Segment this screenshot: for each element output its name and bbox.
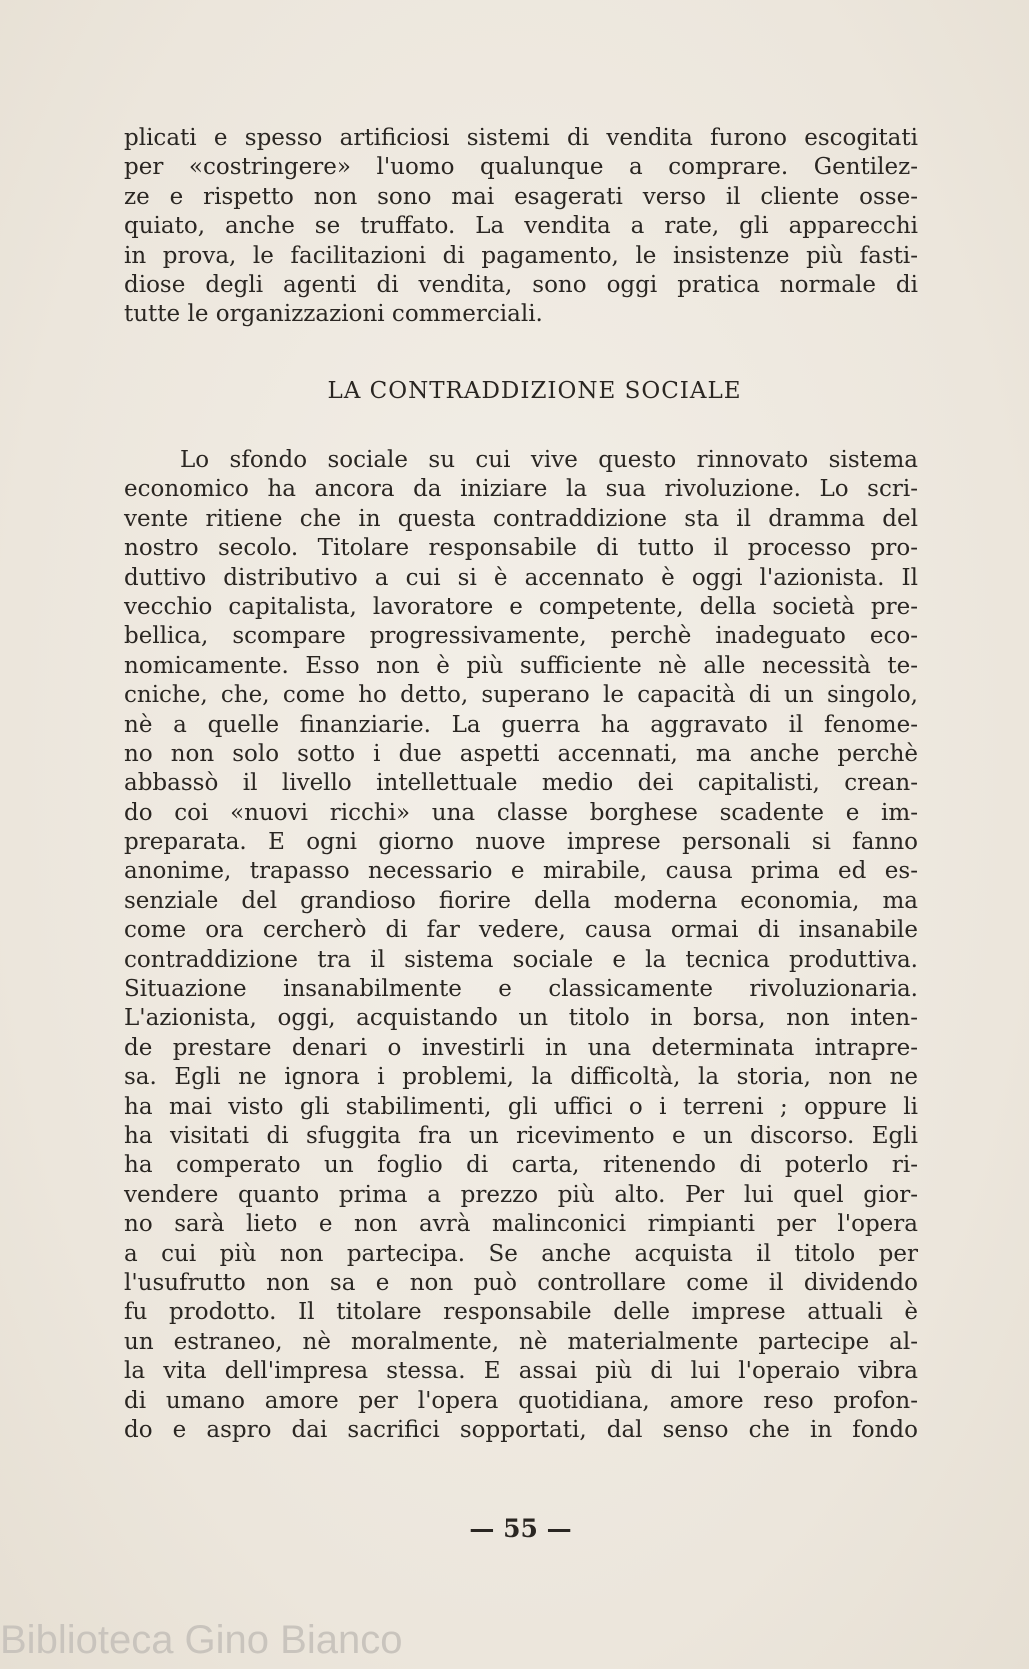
section-heading: LA CONTRADDIZIONE SOCIALE xyxy=(327,378,742,404)
text-line: no non solo sotto i due aspetti accennati, ma anche perchè xyxy=(124,740,918,767)
text-line: economico ha ancora da iniziare la sua rivoluzione. Lo scri- xyxy=(124,476,918,503)
text-line: l'usufrutto non sa e non può controllare come il dividendo xyxy=(124,1269,918,1296)
text-line: come ora cercherò di far vedere, causa ormai di insanabile xyxy=(124,917,918,944)
text-line: no sarà lieto e non avrà malinconici rimpianti per l'opera xyxy=(124,1211,918,1238)
text-line: quiato, anche se truffato. La vendita a rate, gli apparecchi xyxy=(124,213,918,240)
text-line: plicati e spesso artificiosi sistemi di vendita furono escogitati xyxy=(124,125,918,151)
page-number: — 55 — xyxy=(469,1514,572,1543)
text-line: do coi «nuovi ricchi» una classe borghese scadente e im- xyxy=(124,799,918,826)
text-line: senziale del grandioso fiorire della moderna economia, ma xyxy=(124,887,918,914)
text-line: vendere quanto prima a prezzo più alto. Per lui quel gior- xyxy=(124,1181,918,1208)
text-line: per «costringere» l'uomo qualunque a comprare. Gentilez- xyxy=(124,154,918,181)
text-line: in prova, le facilitazioni di pagamento, le insistenze più fasti- xyxy=(124,242,918,269)
body-paragraph xyxy=(124,446,918,1445)
text-line: de prestare denari o investirli in una determinata intrapre- xyxy=(124,1034,918,1061)
text-line: ha visitati di sfuggita fra un ricevimento e un discorso. Egli xyxy=(124,1122,918,1149)
text-line: ha comperato un foglio di carta, ritenendo di poterlo ri- xyxy=(124,1152,918,1179)
text-line: contraddizione tra il sistema sociale e la tecnica produttiva. xyxy=(124,946,918,973)
text-line: L'azionista, oggi, acquistando un titolo in borsa, non inten- xyxy=(124,1005,918,1032)
text-line: Situazione insanabilmente e classicamente rivoluzionaria. xyxy=(124,976,918,1003)
text-line: un estraneo, nè moralmente, nè materialmente partecipe al- xyxy=(124,1328,918,1355)
library-watermark: Biblioteca Gino Bianco xyxy=(0,1618,403,1662)
text-line: Lo sfondo sociale su cui vive questo rinnovato sistema xyxy=(180,447,918,473)
text-line: ha mai visto gli stabilimenti, gli uffici o i terreni ; oppure li xyxy=(124,1093,918,1120)
text-line: abbassò il livello intellettuale medio dei capitalisti, crean- xyxy=(124,770,918,797)
text-line: a cui più non partecipa. Se anche acquista il titolo per xyxy=(124,1240,918,1267)
text-line: sa. Egli ne ignora i problemi, la difficoltà, la storia, non ne xyxy=(124,1064,918,1091)
text-line: ze e rispetto non sono mai esagerati verso il cliente osse- xyxy=(124,183,918,210)
text-line: nostro secolo. Titolare responsabile di tutto il processo pro- xyxy=(124,535,918,562)
text-line: duttivo distributivo a cui si è accennato è oggi l'azionista. Il xyxy=(124,564,918,591)
text-line: anonime, trapasso necessario e mirabile, causa prima ed es- xyxy=(124,858,918,885)
text-line: preparata. E ogni giorno nuove imprese personali si fanno xyxy=(124,829,918,856)
text-line: cniche, che, come ho detto, superano le capacità di un singolo, xyxy=(124,682,918,709)
text-line: diose degli agenti di vendita, sono oggi pratica normale di xyxy=(124,271,918,298)
text-line: vecchio capitalista, lavoratore e competente, della società pre- xyxy=(124,593,918,620)
text-line: fu prodotto. Il titolare responsabile delle imprese attuali è xyxy=(124,1299,918,1326)
text-line: nomicamente. Esso non è più sufficiente nè alle necessità te- xyxy=(124,652,918,679)
text-line: di umano amore per l'opera quotidiana, amore reso profon- xyxy=(124,1387,918,1414)
text-line: nè a quelle finanziarie. La guerra ha aggravato il fenome- xyxy=(124,711,918,738)
text-line: do e aspro dai sacrifici sopportati, dal senso che in fondo xyxy=(124,1416,918,1443)
top-paragraph xyxy=(124,124,918,330)
text-line: vente ritiene che in questa contraddizione sta il dramma del xyxy=(124,505,918,532)
text-line: la vita dell'impresa stessa. E assai più di lui l'operaio vibra xyxy=(124,1358,918,1385)
text-line: bellica, scompare progressivamente, perchè inadeguato eco- xyxy=(124,623,918,650)
text-line: tutte le organizzazioni commerciali. xyxy=(124,301,543,328)
